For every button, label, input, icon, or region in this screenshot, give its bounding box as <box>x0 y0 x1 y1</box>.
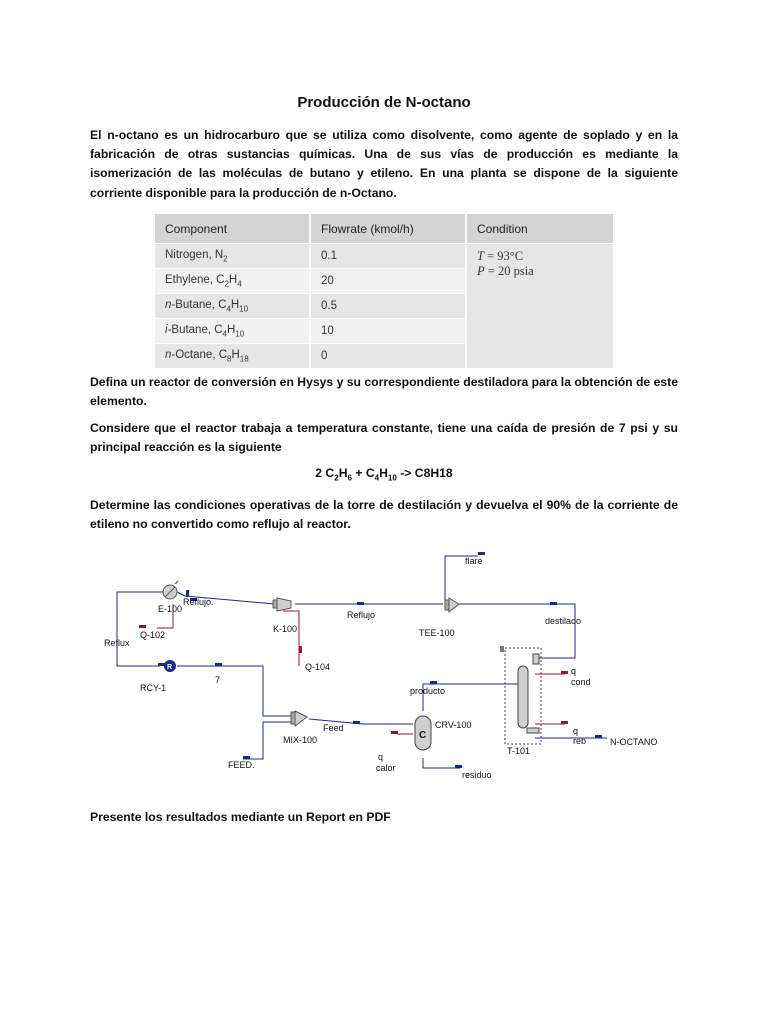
condition-cell <box>466 244 613 369</box>
flowrate-cell: 0.1 <box>310 244 466 269</box>
label-feed-dot: FEED. <box>228 760 255 770</box>
svg-text:R: R <box>167 664 173 671</box>
label-q-cond: q <box>571 666 577 676</box>
instruction-paragraph-3: Determine las condiciones operativas de la torre de destilación y devuelva el 90% de la corriente de etileno no convertido como reflujo al reactor. <box>90 498 678 532</box>
closing-paragraph: Presente los resultados mediante un Report en PDF <box>90 810 391 824</box>
e100-cooler <box>163 581 178 599</box>
label-rcy1: RCY-1 <box>140 683 167 693</box>
label-calor: calor <box>376 763 396 773</box>
flowrate-cell: 0.5 <box>310 294 466 319</box>
label-flare: flare <box>465 556 483 566</box>
flowrate-cell: 10 <box>310 319 466 344</box>
intro-paragraph: El n-octano es un hidrocarburo que se utiliza como disolvente, como agente de soplado y en la fabricación de otras sustancias químicas. Una de sus vías de producción es mediante la isomerización de las moléculas de butano y etileno. En una planta se dispone de la siguiente corriente disponible para la producción de n-Octano. <box>90 128 678 200</box>
process-flow-diagram <box>95 546 675 786</box>
label-reflujo: Reflujo <box>347 610 376 620</box>
label-q102: Q-102 <box>140 630 166 640</box>
label-crv100: CRV-100 <box>435 720 472 730</box>
label-q-reb: q <box>573 726 579 736</box>
feed-stream-table <box>155 213 613 368</box>
energy-arrow-markers <box>139 625 568 734</box>
component-cell: Nitrogen, $N_2$ <box>155 244 310 269</box>
label-residuo: residuo <box>462 770 492 780</box>
instruction-paragraph-2: Considere que el reactor trabaja a temperatura constante, tiene una caída de presión de 7 psi y su principal reacción es la siguiente <box>90 421 678 455</box>
table-row <box>155 244 613 269</box>
label-q-calor: q <box>378 752 384 762</box>
component-cell: n-Octane, $C_8H_{18}$ <box>155 344 310 369</box>
energy-streams <box>157 604 565 734</box>
label-reflujo-dot: Reflujo. <box>183 597 214 607</box>
label-reflux: Reflux <box>104 638 130 648</box>
k100-compressor <box>273 598 291 611</box>
label-feed: Feed <box>323 723 344 733</box>
component-cell: i-Butane, $C_4H_{10}$ <box>155 319 310 344</box>
label-q104: Q-104 <box>305 662 331 672</box>
label-7: 7 <box>215 675 221 685</box>
reaction-equation: 2 $C_2H_6 + C_4H_{10} -> C8H18$ <box>315 466 453 483</box>
label-n-octano: N-OCTANO <box>610 737 658 747</box>
header-condition: Condition <box>466 214 613 244</box>
label-k100: K-100 <box>273 624 298 634</box>
label-tee100: TEE-100 <box>419 628 455 638</box>
t101-column <box>500 646 541 744</box>
crv100-reactor <box>415 716 431 750</box>
header-component: Component <box>155 214 310 244</box>
condition-temperature: T = 93°C <box>477 249 524 263</box>
label-reb: reb <box>573 736 587 746</box>
label-t101: T-101 <box>507 746 531 756</box>
component-cell: Ethylene, $C_2H_4$ <box>155 269 310 294</box>
label-producto: producto <box>410 686 446 696</box>
page-title: Producción de N-octano <box>297 94 471 111</box>
component-cell: n-Butane, $C_4H_{10}$ <box>155 294 310 319</box>
label-cond: cond <box>571 677 591 687</box>
condition-pressure: P = 20 psia <box>477 264 534 278</box>
label-mix100: MIX-100 <box>283 735 318 745</box>
rcy1-recycle <box>164 660 176 672</box>
label-e100: E-100 <box>158 604 183 614</box>
flowrate-cell: 0 <box>310 344 466 369</box>
flowrate-cell: 20 <box>310 269 466 294</box>
instruction-paragraph-1: Defina un reactor de conversión en Hysys y su correspondiente destiladora para la obtención de este elemento. <box>90 375 678 409</box>
svg-text:C: C <box>419 730 427 741</box>
header-flowrate: Flowrate (kmol/h) <box>310 214 466 244</box>
label-destilado: destilado <box>545 616 582 626</box>
mix100-mixer <box>291 711 307 726</box>
tee100-splitter <box>445 598 459 612</box>
